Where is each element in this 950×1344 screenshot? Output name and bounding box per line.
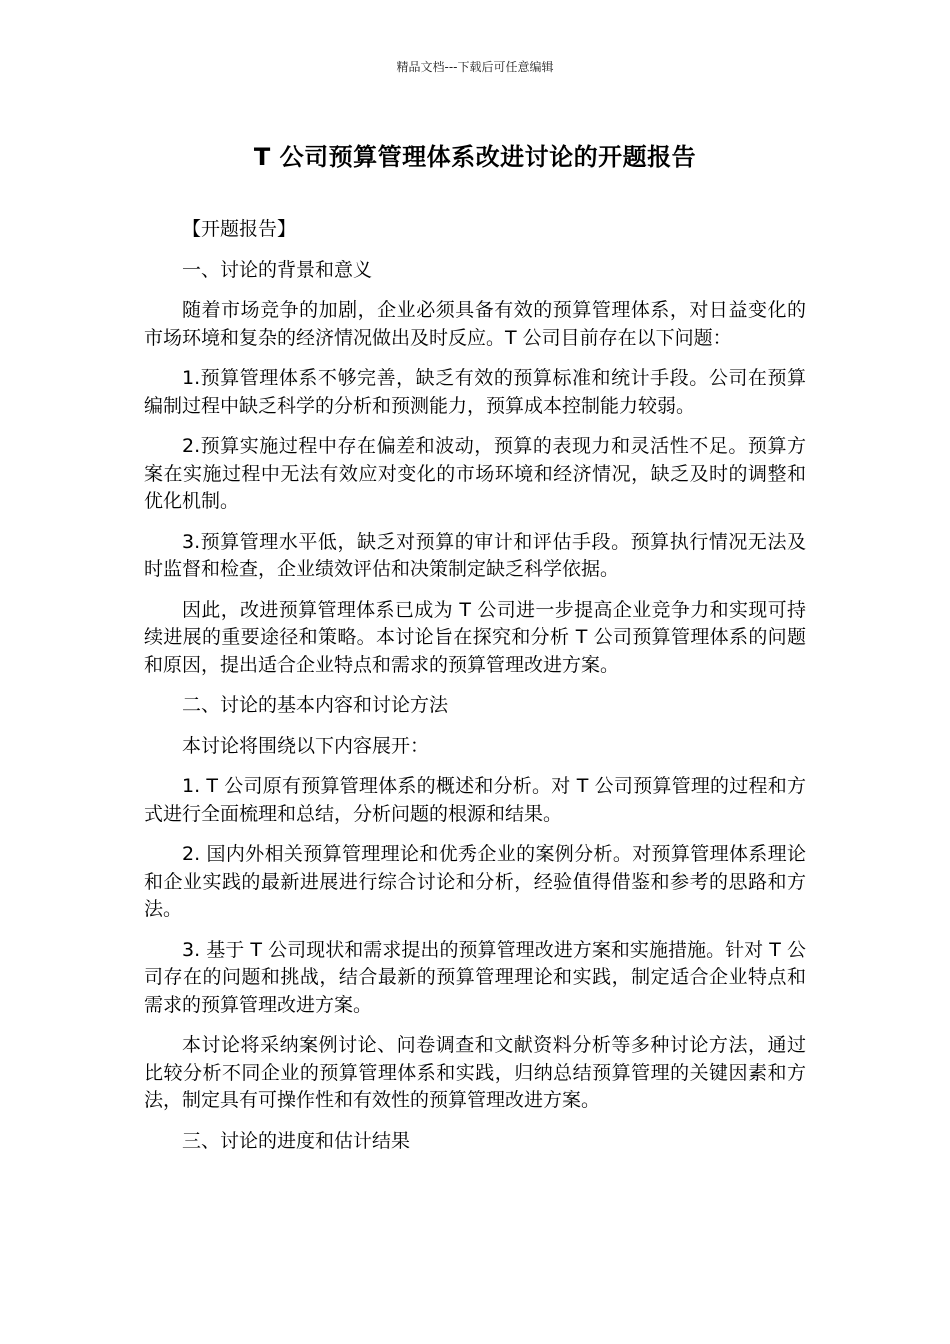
problem-item-1: 1.预算管理体系不够完善，缺乏有效的预算标准和统计手段。公司在预算编制过程中缺乏科学的分析和预测能力，预算成本控制能力较弱。 — [144, 367, 806, 417]
header-note: 精品文档---下载后可任意编辑 — [396, 60, 554, 74]
document-body — [144, 216, 806, 1168]
paragraph-intro-content: 本讨论将围绕以下内容展开： — [182, 734, 430, 757]
paragraph-methods: 本讨论将采纳案例讨论、问卷调查和文献资料分析等多种讨论方法，通过比较分析不同企业的预算管理体系和实践，归纳总结预算管理的关键因素和方法，制定具有可操作性和有效性的预算管理改进方案。 — [144, 1034, 806, 1111]
document-title: T 公司预算管理体系改进讨论的开题报告 — [253, 143, 697, 171]
section-label: 【开题报告】 — [182, 218, 297, 240]
section-heading-3: 三、讨论的进度和估计结果 — [182, 1129, 411, 1152]
paragraph-conclusion: 因此，改进预算管理体系已成为 T 公司进一步提高企业竞争力和实现可持续进展的重要途径和策略。本讨论旨在探究和分析 T 公司预算管理体系的问题和原因，提出适合企业特点和需求的预算管理改进方案。 — [144, 598, 806, 676]
paragraph-background: 随着市场竞争的加剧，企业必须具备有效的预算管理体系，对日益变化的市场环境和复杂的经济情况做出及时反应。T 公司目前存在以下问题： — [144, 299, 806, 349]
problem-item-2: 2.预算实施过程中存在偏差和波动，预算的表现力和灵活性不足。预算方案在实施过程中无法有效应对变化的市场环境和经济情况，缺乏及时的调整和优化机制。 — [144, 435, 806, 512]
content-item-1: 1. T 公司原有预算管理体系的概述和分析。对 T 公司预算管理的过程和方式进行全面梳理和总结，分析问题的根源和结果。 — [144, 775, 806, 825]
content-item-3: 3. 基于 T 公司现状和需求提出的预算管理改进方案和实施措施。针对 T 公司存在的问题和挑战，结合最新的预算管理理论和实践，制定适合企业特点和需求的预算管理改进方案。 — [144, 938, 806, 1016]
problem-item-3: 3.预算管理水平低，缺乏对预算的审计和评估手段。预算执行情况无法及时监督和检查，企业绩效评估和决策制定缺乏科学依据。 — [144, 530, 806, 580]
section-heading-2: 二、讨论的基本内容和讨论方法 — [182, 694, 449, 716]
content-item-2: 2. 国内外相关预算管理理论和优秀企业的案例分析。对预算管理体系理论和企业实践的最新进展进行综合讨论和分析，经验值得借鉴和参考的思路和方法。 — [144, 843, 806, 920]
section-heading-1: 一、讨论的背景和意义 — [182, 258, 373, 281]
